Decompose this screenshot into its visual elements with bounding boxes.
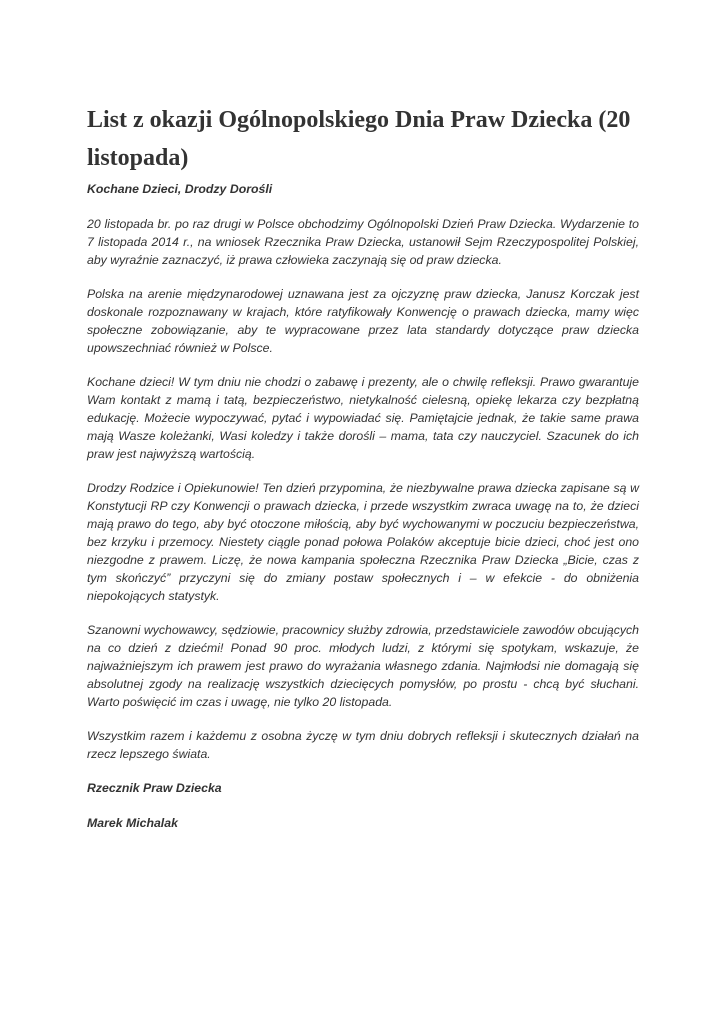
letter-body — [87, 180, 639, 849]
letter-paragraph: 20 listopada br. po raz drugi w Polsce obchodzimy Ogólnopolski Dzień Praw Dziecka. Wydarzenie to 7 listopada 2014 r., na wniosek Rzecznika Praw Dziecka, ustanowił Sejm Rzeczypospolitej Polskiej, aby wyraźnie zaznaczyć, iż prawa człowieka zaczynają się od praw dziecka. — [87, 217, 639, 267]
letter-paragraph: Drodzy Rodzice i Opiekunowie! Ten dzień przypomina, że niezbywalne prawa dziecka zapisane są w Konstytucji RP czy Konwencji o prawach dziecka, i przede wszystkim zwraca uwagę na to, że dzieci mają prawo do tego, aby być otoczone miłością, aby być wychowanymi w poczuciu bezpieczeństwa, bez krzyku i przemocy. Niestety ciągle ponad połowa Polaków akceptuje bicie dzieci, choć jest ono niezgodne z prawem. Liczę, że nowa kampania społeczna Rzecznika Praw Dziecka „Bicie, czas z tym skończyć” przyczyni się do zmiany postaw społecznych i – w efekcie - do obniżenia niepokojących statystyk. — [87, 481, 639, 603]
letter-paragraph: Szanowni wychowawcy, sędziowie, pracownicy służby zdrowia, przedstawiciele zawodów obcujących na co dzień z dziećmi! Ponad 90 proc. młodych ludzi, z którymi się spotykam, wskazuje, że najważniejszym ich prawem jest prawo do wyrażania własnego zdania. Najmłodsi nie domagają się absolutnej zgody na realizację wszystkich dziecięcych pomysłów, po prostu - chcą być słuchani. Warto poświęcić im czas i uwagę, nie tylko 20 listopada. — [87, 623, 639, 709]
letter-paragraph: Kochane dzieci! W tym dniu nie chodzi o zabawę i prezenty, ale o chwilę refleksji. Prawo gwarantuje Wam kontakt z mamą i tatą, bezpieczeństwo, nietykalność cielesną, opiekę lekarza czy bezpłatną edukację. Możecie wypoczywać, pytać i wypowiadać się. Pamiętajcie jednak, że takie same prawa mają Wasze koleżanki, Wasi koledzy i także dorośli – mama, tata czy nauczyciel. Szacunek do ich praw jest najwyższą wartością. — [87, 375, 639, 461]
letter-paragraph: Wszystkim razem i każdemu z osobna życzę w tym dniu dobrych refleksji i skutecznych działań na rzecz lepszego świata. — [87, 729, 639, 761]
signature-name: Marek Michalak — [87, 816, 178, 830]
letter-paragraph: Polska na arenie międzynarodowej uznawana jest za ojczyznę praw dziecka, Janusz Korczak jest doskonale rozpoznawany w krajach, które ratyfikowały Konwencję o prawach dziecka, mamy więc społeczne zobowiązanie, aby te wypracowane przez lata standardy dotyczące praw dziecka upowszechniać również w Polsce. — [87, 287, 639, 355]
letter-greeting: Kochane Dzieci, Drodzy Dorośli — [87, 182, 273, 196]
page-title: List z okazji Ogólnopolskiego Dnia Praw Dziecka (20 listopada) — [87, 107, 631, 171]
signature-role: Rzecznik Praw Dziecka — [87, 781, 222, 795]
